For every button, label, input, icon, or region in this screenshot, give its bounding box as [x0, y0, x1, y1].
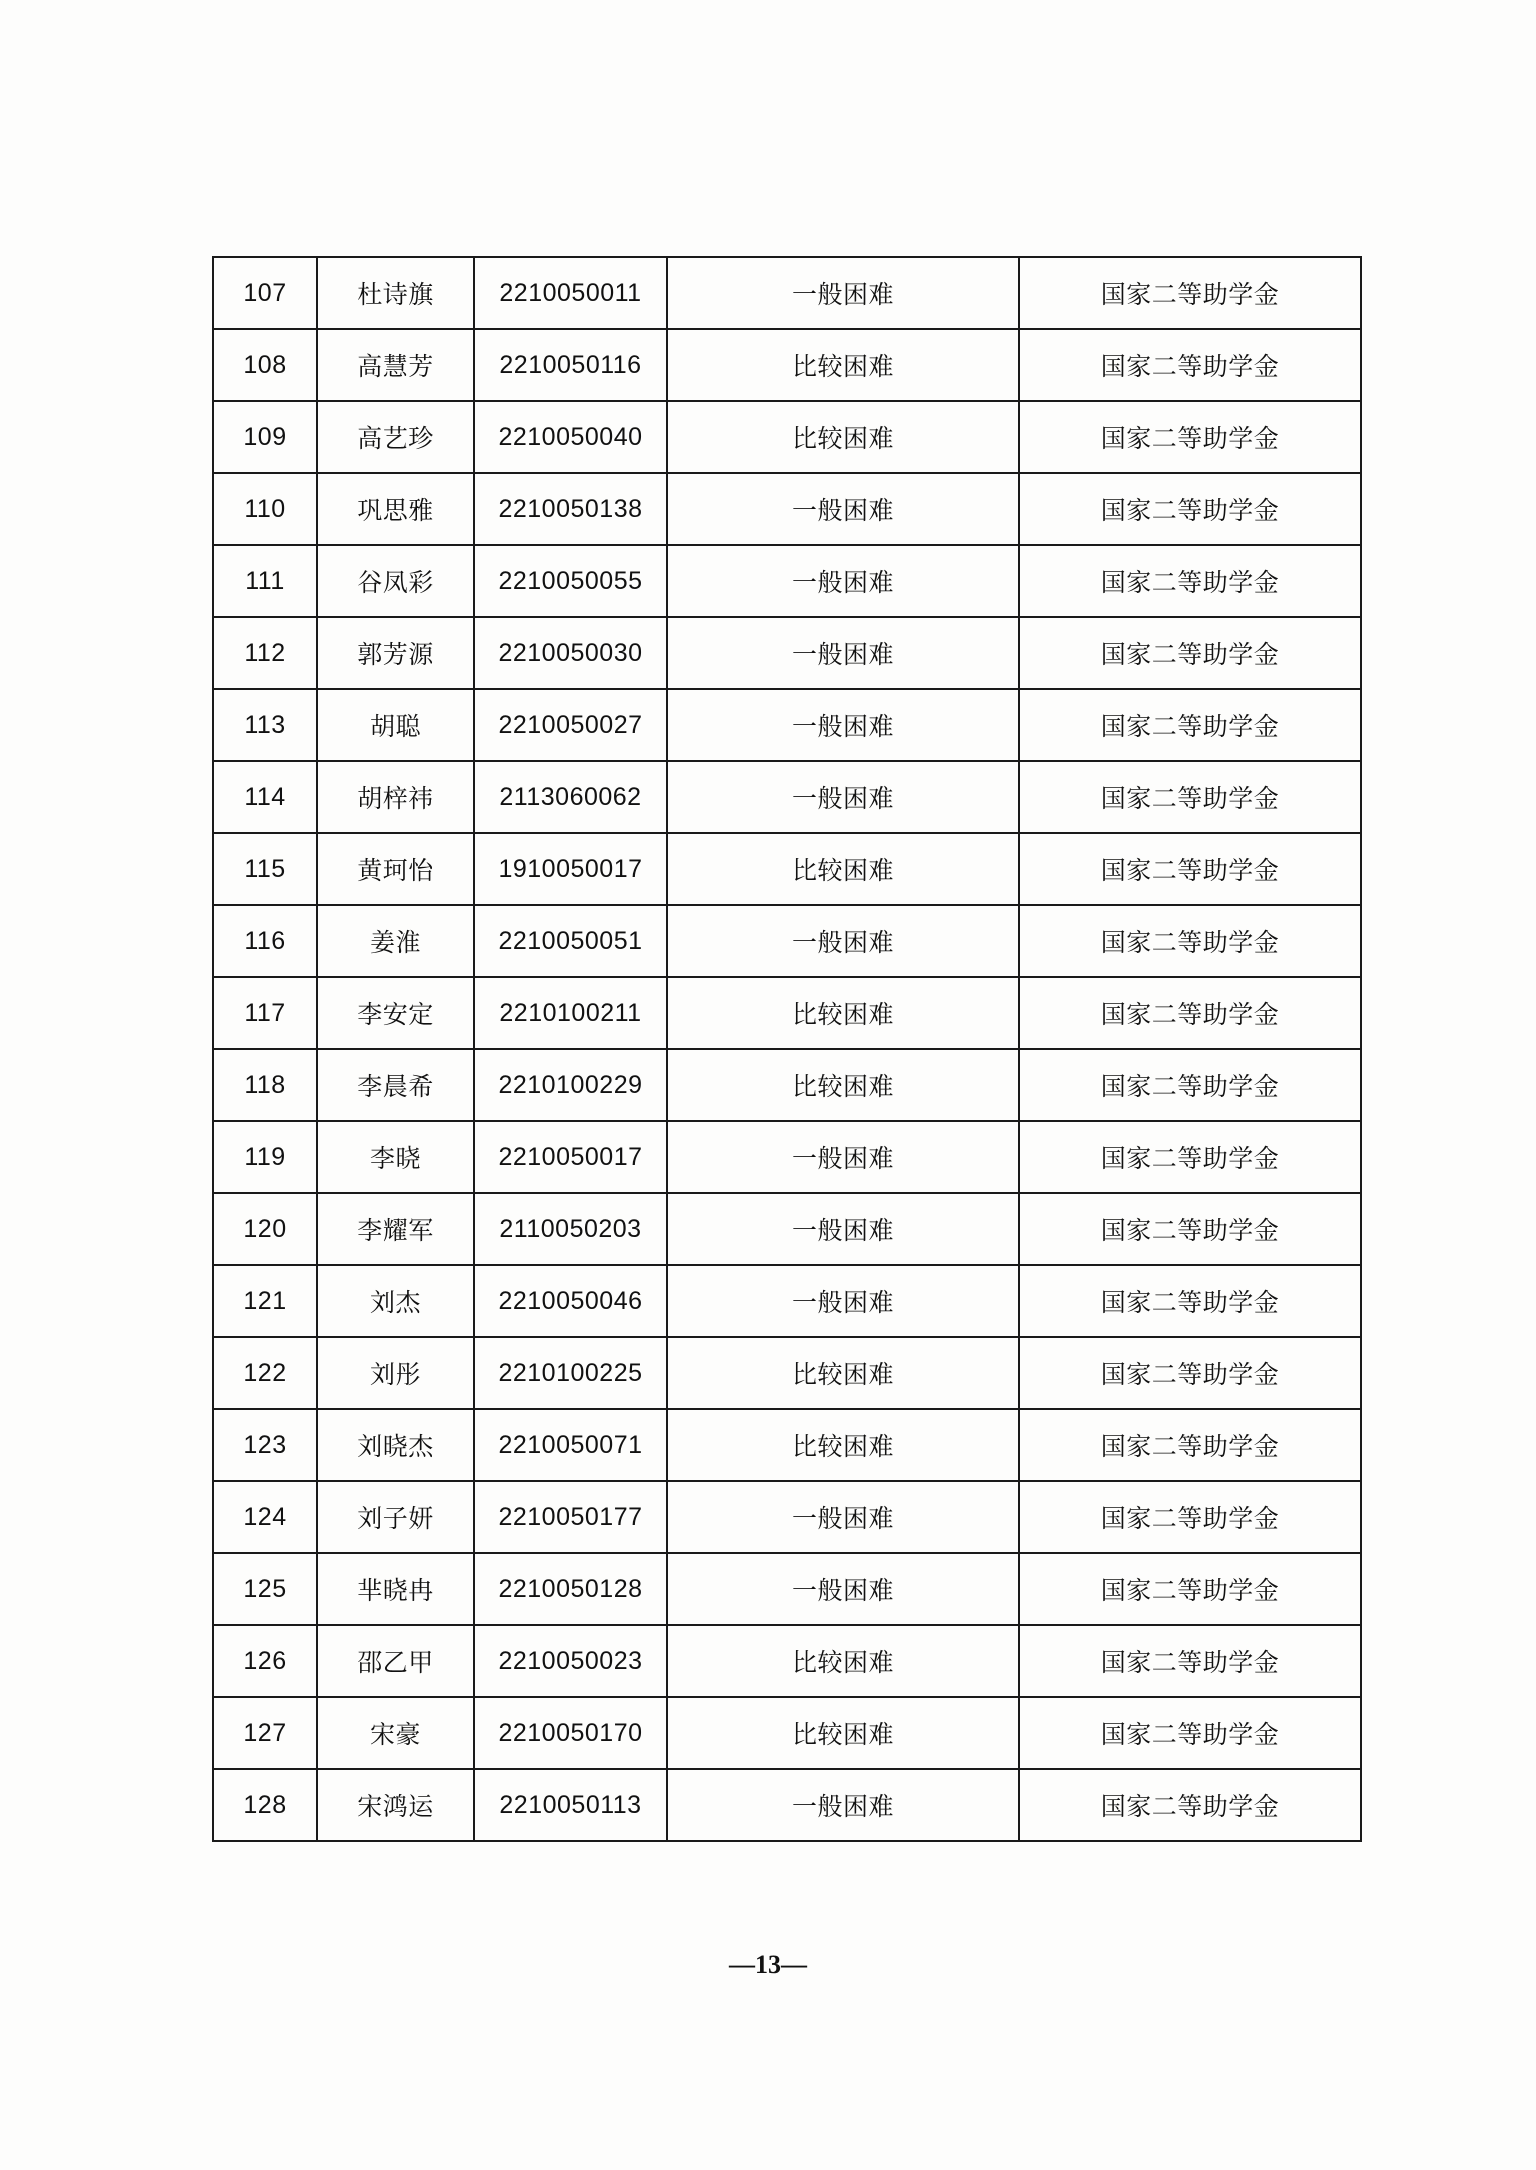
difficulty-level-cell: 一般困难: [667, 257, 1019, 329]
student-name-cell: 邵乙甲: [317, 1625, 474, 1697]
student-id-cell: 2113060062: [474, 761, 667, 833]
difficulty-level-cell: 一般困难: [667, 905, 1019, 977]
table-row: [213, 1769, 1361, 1841]
award-type-cell: 国家二等助学金: [1019, 905, 1361, 977]
row-number-cell: 121: [213, 1265, 317, 1337]
difficulty-level-cell: 比较困难: [667, 1049, 1019, 1121]
table-row: [213, 1481, 1361, 1553]
student-name-cell: 李耀军: [317, 1193, 474, 1265]
award-type-cell: 国家二等助学金: [1019, 1625, 1361, 1697]
table-row: [213, 1553, 1361, 1625]
table-row: [213, 761, 1361, 833]
page-number: —13—: [729, 1950, 807, 1979]
award-type-cell: 国家二等助学金: [1019, 761, 1361, 833]
difficulty-level-cell: 比较困难: [667, 1697, 1019, 1769]
difficulty-level-cell: 一般困难: [667, 689, 1019, 761]
student-id-cell: 2210050113: [474, 1769, 667, 1841]
row-number-cell: 126: [213, 1625, 317, 1697]
table-row: [213, 1121, 1361, 1193]
award-type-cell: 国家二等助学金: [1019, 1121, 1361, 1193]
table-row: [213, 1193, 1361, 1265]
row-number-cell: 125: [213, 1553, 317, 1625]
table-row: [213, 401, 1361, 473]
difficulty-level-cell: 一般困难: [667, 473, 1019, 545]
student-id-cell: 2210050046: [474, 1265, 667, 1337]
row-number-cell: 116: [213, 905, 317, 977]
student-id-cell: 2210050055: [474, 545, 667, 617]
student-name-cell: 谷凤彩: [317, 545, 474, 617]
award-type-cell: 国家二等助学金: [1019, 545, 1361, 617]
student-name-cell: 宋豪: [317, 1697, 474, 1769]
row-number-cell: 127: [213, 1697, 317, 1769]
student-id-cell: 2210050017: [474, 1121, 667, 1193]
student-id-cell: 2210050027: [474, 689, 667, 761]
difficulty-level-cell: 一般困难: [667, 1481, 1019, 1553]
award-type-cell: 国家二等助学金: [1019, 1265, 1361, 1337]
row-number-cell: 122: [213, 1337, 317, 1409]
student-name-cell: 宋鸿运: [317, 1769, 474, 1841]
table-row: [213, 1265, 1361, 1337]
row-number-cell: 128: [213, 1769, 317, 1841]
award-type-cell: 国家二等助学金: [1019, 329, 1361, 401]
difficulty-level-cell: 一般困难: [667, 545, 1019, 617]
row-number-cell: 123: [213, 1409, 317, 1481]
table-row: [213, 833, 1361, 905]
row-number-cell: 112: [213, 617, 317, 689]
award-type-cell: 国家二等助学金: [1019, 1409, 1361, 1481]
student-name-cell: 高艺珍: [317, 401, 474, 473]
award-type-cell: 国家二等助学金: [1019, 1769, 1361, 1841]
award-type-cell: 国家二等助学金: [1019, 1337, 1361, 1409]
table-row: [213, 1049, 1361, 1121]
student-id-cell: 2210050040: [474, 401, 667, 473]
student-id-cell: 2210100211: [474, 977, 667, 1049]
difficulty-level-cell: 比较困难: [667, 401, 1019, 473]
student-id-cell: 2210050116: [474, 329, 667, 401]
student-id-cell: 1910050017: [474, 833, 667, 905]
table-row: [213, 329, 1361, 401]
award-type-cell: 国家二等助学金: [1019, 1553, 1361, 1625]
award-type-cell: 国家二等助学金: [1019, 977, 1361, 1049]
student-id-cell: 2110050203: [474, 1193, 667, 1265]
row-number-cell: 110: [213, 473, 317, 545]
award-type-cell: 国家二等助学金: [1019, 473, 1361, 545]
student-name-cell: 胡聪: [317, 689, 474, 761]
difficulty-level-cell: 一般困难: [667, 1769, 1019, 1841]
difficulty-level-cell: 一般困难: [667, 761, 1019, 833]
difficulty-level-cell: 比较困难: [667, 1409, 1019, 1481]
award-type-cell: 国家二等助学金: [1019, 689, 1361, 761]
difficulty-level-cell: 比较困难: [667, 1337, 1019, 1409]
award-type-cell: 国家二等助学金: [1019, 1481, 1361, 1553]
student-id-cell: 2210100229: [474, 1049, 667, 1121]
row-number-cell: 115: [213, 833, 317, 905]
student-id-cell: 2210050177: [474, 1481, 667, 1553]
table-row: [213, 473, 1361, 545]
student-name-cell: 杜诗旗: [317, 257, 474, 329]
difficulty-level-cell: 一般困难: [667, 1553, 1019, 1625]
award-type-cell: 国家二等助学金: [1019, 1193, 1361, 1265]
table-row: [213, 1409, 1361, 1481]
student-id-cell: 2210050011: [474, 257, 667, 329]
row-number-cell: 117: [213, 977, 317, 1049]
difficulty-level-cell: 比较困难: [667, 1625, 1019, 1697]
table-row: [213, 689, 1361, 761]
difficulty-level-cell: 一般困难: [667, 1265, 1019, 1337]
student-name-cell: 芈晓冉: [317, 1553, 474, 1625]
student-id-cell: 2210050138: [474, 473, 667, 545]
student-id-cell: 2210100225: [474, 1337, 667, 1409]
student-name-cell: 刘杰: [317, 1265, 474, 1337]
row-number-cell: 107: [213, 257, 317, 329]
difficulty-level-cell: 比较困难: [667, 977, 1019, 1049]
table-row: [213, 977, 1361, 1049]
row-number-cell: 120: [213, 1193, 317, 1265]
student-name-cell: 李晨希: [317, 1049, 474, 1121]
table-row: [213, 1337, 1361, 1409]
row-number-cell: 114: [213, 761, 317, 833]
student-name-cell: 刘晓杰: [317, 1409, 474, 1481]
student-id-cell: 2210050051: [474, 905, 667, 977]
difficulty-level-cell: 一般困难: [667, 1193, 1019, 1265]
student-name-cell: 胡梓祎: [317, 761, 474, 833]
award-type-cell: 国家二等助学金: [1019, 1697, 1361, 1769]
award-type-cell: 国家二等助学金: [1019, 617, 1361, 689]
table-body: [213, 257, 1361, 1841]
table-row: [213, 257, 1361, 329]
row-number-cell: 124: [213, 1481, 317, 1553]
table-row: [213, 1625, 1361, 1697]
student-id-cell: 2210050128: [474, 1553, 667, 1625]
table-row: [213, 545, 1361, 617]
row-number-cell: 113: [213, 689, 317, 761]
student-name-cell: 姜淮: [317, 905, 474, 977]
award-type-cell: 国家二等助学金: [1019, 257, 1361, 329]
student-name-cell: 郭芳源: [317, 617, 474, 689]
award-type-cell: 国家二等助学金: [1019, 833, 1361, 905]
student-name-cell: 巩思雅: [317, 473, 474, 545]
row-number-cell: 109: [213, 401, 317, 473]
student-id-cell: 2210050030: [474, 617, 667, 689]
table-row: [213, 1697, 1361, 1769]
difficulty-level-cell: 比较困难: [667, 329, 1019, 401]
row-number-cell: 108: [213, 329, 317, 401]
student-id-cell: 2210050071: [474, 1409, 667, 1481]
student-name-cell: 李晓: [317, 1121, 474, 1193]
difficulty-level-cell: 一般困难: [667, 617, 1019, 689]
student-name-cell: 李安定: [317, 977, 474, 1049]
row-number-cell: 119: [213, 1121, 317, 1193]
row-number-cell: 111: [213, 545, 317, 617]
difficulty-level-cell: 比较困难: [667, 833, 1019, 905]
student-aid-table: [212, 256, 1362, 1842]
student-name-cell: 刘彤: [317, 1337, 474, 1409]
award-type-cell: 国家二等助学金: [1019, 401, 1361, 473]
table-row: [213, 905, 1361, 977]
student-name-cell: 刘子妍: [317, 1481, 474, 1553]
student-id-cell: 2210050023: [474, 1625, 667, 1697]
student-name-cell: 黄珂怡: [317, 833, 474, 905]
award-type-cell: 国家二等助学金: [1019, 1049, 1361, 1121]
row-number-cell: 118: [213, 1049, 317, 1121]
student-name-cell: 高慧芳: [317, 329, 474, 401]
table-row: [213, 617, 1361, 689]
student-id-cell: 2210050170: [474, 1697, 667, 1769]
difficulty-level-cell: 一般困难: [667, 1121, 1019, 1193]
